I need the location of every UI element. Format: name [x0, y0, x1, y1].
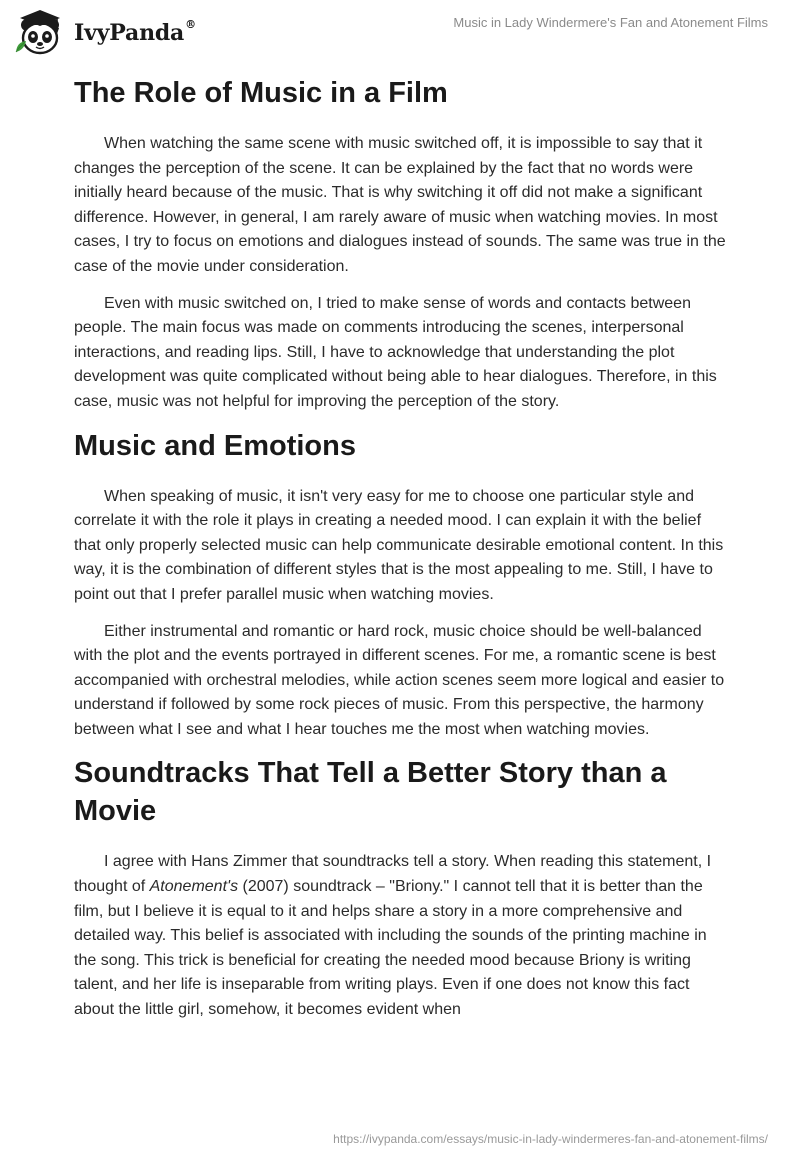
- paragraph: Even with music switched on, I tried to make sense of words and contacts between people. The main focus was made on comments introducing the scenes, interpersonal interactions, and reading lips. Still, I have to acknowledge that understanding the plot development was quite complicated without being able to hear dialogues. Therefore, in this case, music was not helpful for improving the perception of the story.: [74, 294, 717, 410]
- source-url[interactable]: https://ivypanda.com/essays/music-in-lady-windermeres-fan-and-atonement-films/: [333, 1132, 768, 1146]
- document-title: Music in Lady Windermere's Fan and Atonement Films: [453, 15, 768, 30]
- essay-content: [74, 66, 728, 1035]
- page-header: [0, 0, 800, 62]
- paragraph: When speaking of music, it isn't very easy for me to choose one particular style and correlate it with the role it plays in creating a needed mood. I can explain it with the belief that only properly selected music can help communicate desirable emotional content. In this way, it is the combination of different styles that is the most appealing to me. Still, I have to point out that I prefer parallel music when watching movies.: [74, 487, 724, 603]
- ivypanda-logo[interactable]: [12, 8, 196, 56]
- film-title: Atonement's: [149, 878, 239, 896]
- section-music-and-emotions: [74, 427, 728, 743]
- paragraph: Either instrumental and romantic or hard rock, music choice should be well-balanced with the plot and the events portrayed in different scenes. For me, a romantic scene is best accompanied with orchestral melodies, while action scenes seem more logical and easier to understand if followed by some rock pieces of music. From this perspective, the harmony between what I see and what I hear touches me the most when watching movies.: [74, 622, 725, 738]
- paragraph-text: (2007) soundtrack – "Briony." I cannot tell that it is better than the film, but I believe it is equal to it and helps share a story in a more comprehensive and detailed way. This belief is associated with including the sounds of the printing machine in the song. This trick is beneficial for creating the needed mood because Briony is writing talent, and her life is inseparable from writing plays. Even if one does not know this fact about the little girl, somehow, it becomes evident when: [74, 878, 707, 1019]
- section-heading: Soundtracks That Tell a Better Story than a Movie: [74, 757, 667, 828]
- section-soundtracks: [74, 754, 728, 1022]
- section-heading: Music and Emotions: [74, 429, 356, 462]
- paragraph: [74, 850, 728, 1022]
- paragraph-text: I agree with Hans Zimmer that soundtracks tell a story. When reading this statement, I thought of: [74, 853, 712, 896]
- section-role-of-music: [74, 74, 728, 415]
- paragraph: When watching the same scene with music switched off, it is impossible to say that it changes the perception of the scene. It can be explained by the fact that no words were initially heard because of the music. That is why switching it off did not make a significant difference. However, in general, I am rarely aware of music when watching movies. In most cases, I try to focus on emotions and dialogues instead of sounds. The same was true in the case of the movie under consideration.: [74, 135, 726, 275]
- logo-wordmark: IvyPanda®: [74, 18, 196, 46]
- panda-graduate-icon: [12, 8, 68, 56]
- section-heading: The Role of Music in a Film: [74, 77, 448, 109]
